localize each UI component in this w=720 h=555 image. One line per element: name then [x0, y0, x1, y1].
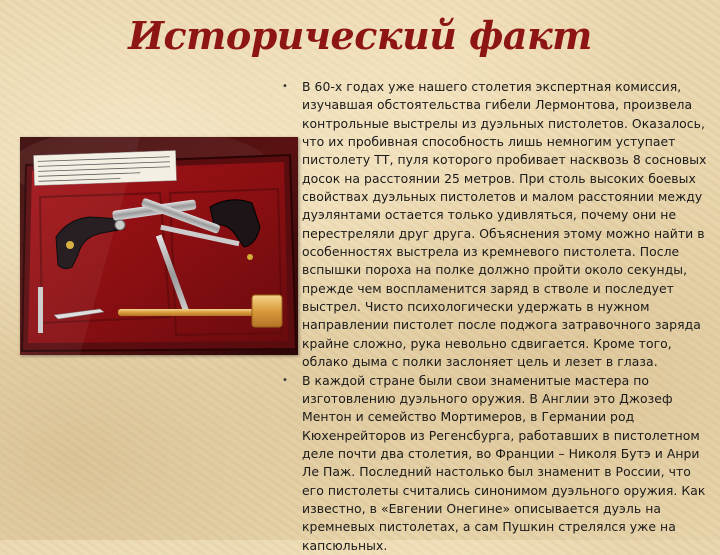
bullet-marker: •	[282, 81, 288, 92]
mallet-head	[252, 295, 282, 327]
bullet-marker: •	[282, 374, 288, 386]
bullet-text-famous-masters: В каждой стране были свои знаменитые мастера по изготовлению дуэльного оружия. В Англии это Джозеф Ментон и семейство Мортимеров, в Германии род Кюхенрейторов из Регенсбурга, работавших в пистолетном деле почти два столетия, во Франции – Николя Бутэ и Анри Ле Паж. Последний настолько был знаменит в России, что его пистолеты считались синонимом дуэльного оружия. Как известно, в «Евгении Онегине» описывается дуэль на кремневых пистолетах, а сам Пушкин стрелялся уже на капсюльных.	[302, 372, 706, 553]
content-bullet-list	[282, 78, 712, 555]
dueling-pistol-case-photo	[20, 137, 298, 355]
bullet-item	[282, 372, 712, 555]
bullet-item	[282, 78, 712, 372]
slide-title: Исторический факт	[128, 13, 592, 58]
mallet-handle	[118, 309, 256, 316]
bullet-text-lermontov-commission: В 60-х годах уже нашего столетия экспертная комиссия, изучавшая обстоятельства гибели Лермонтова, произвела контрольные выстрелы из дуэльных пистолетов. Оказалось, что их пробивная способность лишь немногим уступает пистолету ТТ, пуля которого пробивает насквозь 8 сосновых досок на расстоянии 25 метров. При столь высоких боевых свойствах дуэльных пистолетов и малом расстоянии между дуэлянтами остается только удивляться, почему они не перестреляли друг друга. Объяснения этому можно найти в особенностях выстрела из кремневого пистолета. После вспышки пороха на полке должно пройти около секунды, прежде чем воспламенится заряд в стволе и последует выстрел. Чисто психологически удержать в нужном направлении пистолет после поджога затравочного заряда крайне сложно, рука невольно сдвигается. Кроме того, облако дыма с полки заслоняет цель и лезет в глаза.	[302, 79, 707, 370]
